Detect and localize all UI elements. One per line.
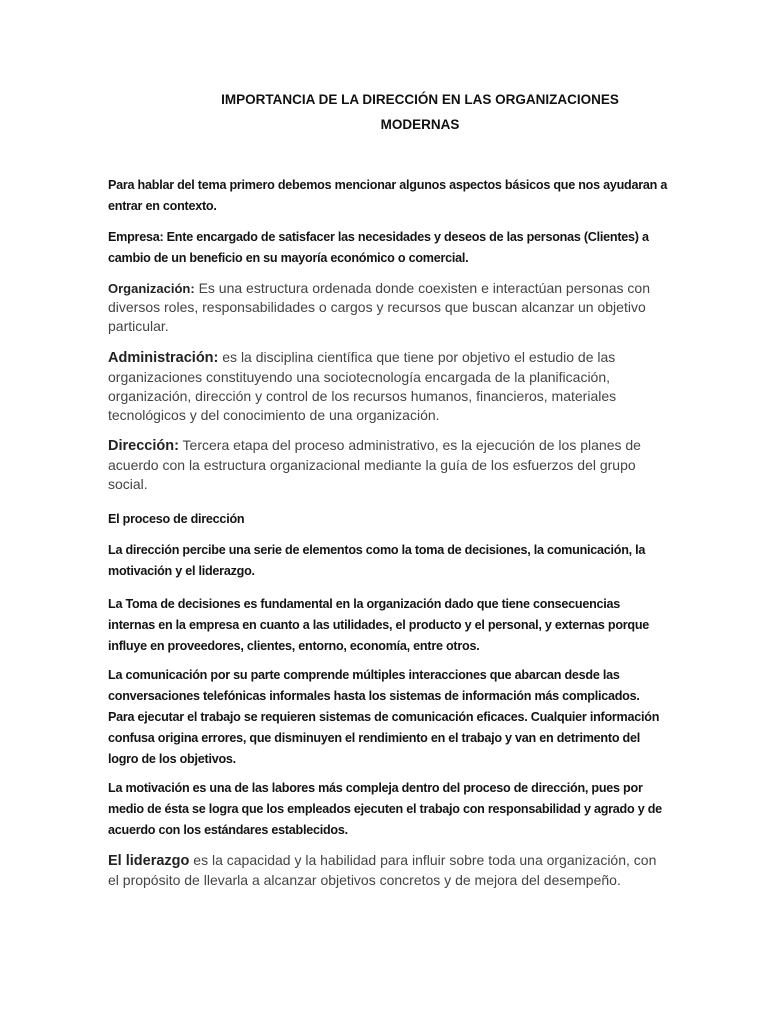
document-title-line-2: MODERNAS (380, 117, 460, 132)
organizacion-label: Organización: (108, 281, 195, 296)
empresa-text: Ente encargado de satisfacer las necesidades y deseos de las personas (Clientes) a cambio de un beneficio en su mayoría económico o comercial. (108, 230, 649, 265)
administracion-text: es la disciplina científica que tiene por objetivo el estudio de las organizaciones constituyendo una sociotecnología encargada de la planificación, organización, dirección y control de los recursos humanos, financieros, materiales tecnológicos y del conocimiento de una organización. (108, 349, 617, 423)
liderazgo-paragraph (108, 851, 668, 890)
motivacion-paragraph: La motivación es una de las labores más compleja dentro del proceso de dirección, pues por medio de ésta se logra que los empleados ejecuten el trabajo con responsabilidad y agrado y de acuerdo con los estándares establecidos. (108, 781, 662, 837)
empresa-label: Empresa: (108, 230, 164, 244)
direccion-text: Tercera etapa del proceso administrativo, es la ejecución de los planes de acuerdo con la estructura organizacional mediante la guía de los esfuerzos del grupo social. (108, 437, 641, 492)
intro-paragraph: Para hablar del tema primero debemos mencionar algunos aspectos básicos que nos ayudaran a entrar en contexto. (108, 178, 668, 213)
document-title-line-1: IMPORTANCIA DE LA DIRECCIÓN EN LAS ORGANIZACIONES (221, 92, 619, 107)
empresa-paragraph (108, 227, 668, 269)
administracion-paragraph (108, 348, 668, 425)
comunicacion-paragraph: La comunicación por su parte comprende múltiples interacciones que abarcan desde las conversaciones telefónicas informales hasta los sistemas de información más complicados. Para ejecutar el trabajo se requieren sistemas de comunicación eficaces. Cualquier información confusa origina errores, que disminuyen el rendimiento en el trabajo y van en detrimento del logro de los objetivos. (108, 668, 660, 766)
liderazgo-text: es la capacidad y la habilidad para influir sobre toda una organización, con el propósito de llevarla a alcanzar objetivos concretos y de mejora del desempeño. (108, 852, 657, 888)
toma-decisiones-paragraph: La Toma de decisiones es fundamental en la organización dado que tiene consecuencias internas en la empresa en cuanto a las utilidades, el producto y el personal, y externas porque influye en proveedores, clientes, entorno, economía, entre otros. (108, 597, 650, 653)
direccion-label: Dirección: (108, 438, 179, 454)
organizacion-text: Es una estructura ordenada donde coexisten e interactúan personas con diversos roles, responsabilidades o cargos y recursos que buscan alcanzar un objetivo particular. (108, 280, 650, 334)
proceso-heading: El proceso de dirección (108, 512, 245, 526)
elementos-paragraph: La dirección percibe una serie de elementos como la toma de decisiones, la comunicación, la motivación y el liderazgo. (108, 543, 646, 578)
administracion-label: Administración: (108, 350, 219, 366)
organizacion-paragraph (108, 279, 668, 336)
liderazgo-label: El liderazgo (108, 853, 190, 869)
direccion-paragraph (108, 436, 668, 494)
